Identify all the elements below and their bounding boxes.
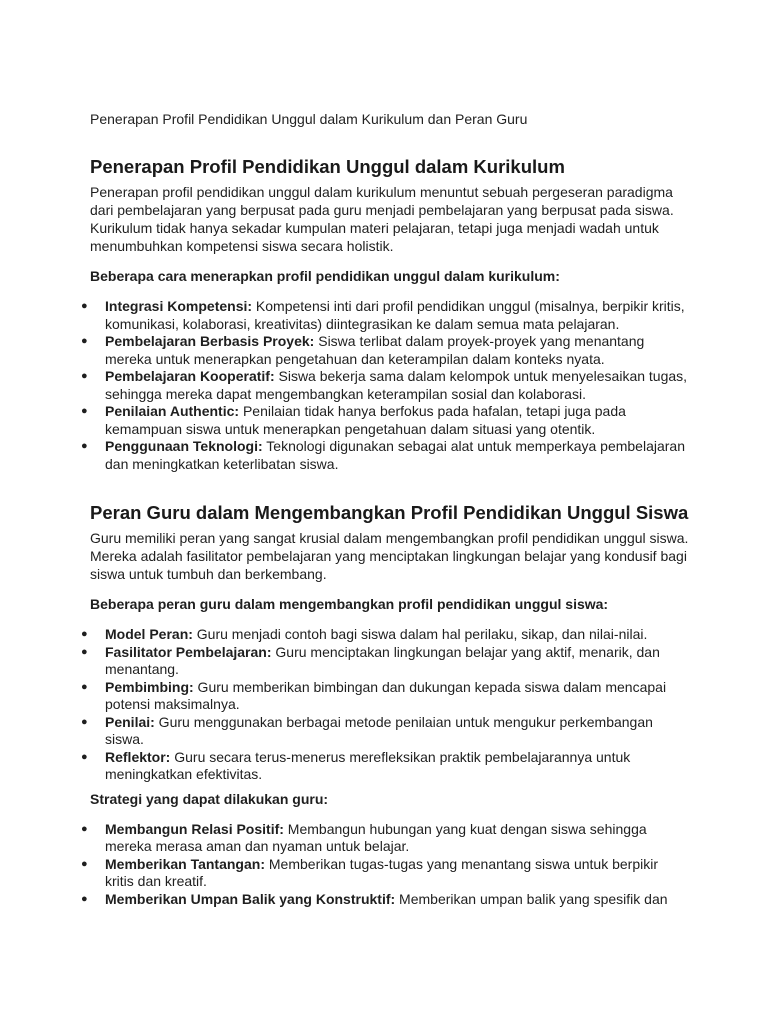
bullet-icon: ●: [81, 822, 88, 835]
list-item: [81, 890, 690, 909]
list-item: [81, 748, 690, 784]
list-item-text: Guru secara terus-menerus merefleksikan praktik pembelajarannya untuk meningkatkan efektivitas.: [105, 748, 631, 782]
list-item: [81, 403, 690, 438]
list-item-text: Guru menjadi contoh bagi siswa dalam hal perilaku, sikap, dan nilai-nilai.: [192, 626, 648, 642]
section-intro-curriculum: Penerapan profil pendidikan unggul dalam kurikulum menuntut sebuah pergeseran paradigma dari pembelajaran yang berpusat pada guru menjadi pembelajaran yang berpusat pada siswa. Kurikulum tidak hanya sekadar kumpulan materi pelajaran, tetapi juga menjadi wadah untuk menumbuhkan kompetensi siswa secara holistik.: [90, 184, 674, 254]
section-heading-teacher-role: Peran Guru dalam Mengembangkan Profil Pendidikan Unggul Siswa: [90, 502, 689, 523]
list-item: [81, 368, 690, 403]
list-item-text: Guru memberikan bimbingan dan dukungan kepada siswa dalam mencapai potensi maksimalnya.: [105, 678, 667, 712]
list-item-text: Siswa terlibat dalam proyek-proyek yang menantang mereka untuk menerapkan pengetahuan dan keterampilan dalam konteks nyata.: [105, 333, 645, 367]
bullet-list: [81, 820, 690, 909]
bullet-icon: ●: [81, 440, 88, 452]
section-heading-curriculum: Penerapan Profil Pendidikan Unggul dalam Kurikulum: [90, 156, 565, 177]
list-lead-curriculum: Beberapa cara menerapkan profil pendidikan unggul dalam kurikulum:: [90, 268, 560, 284]
bullet-icon: ●: [81, 628, 88, 640]
bullet-icon: ●: [81, 335, 88, 347]
list-item-term: Pembimbing:: [105, 678, 194, 695]
list-item-text: Guru menggunakan berbagai metode penilaian untuk mengukur perkembangan siswa.: [105, 713, 653, 747]
bullet-icon: ●: [81, 370, 88, 382]
document-title: Penerapan Profil Pendidikan Unggul dalam Kurikulum dan Peran Guru: [90, 111, 528, 127]
list-item-text: Penilaian tidak hanya berfokus pada hafalan, tetapi juga pada kemampuan siswa untuk menerapkan pengetahuan dalam situasi yang otentik.: [105, 403, 626, 437]
list-item-term: Penilai:: [105, 713, 155, 730]
list-item-term: Pembelajaran Berbasis Proyek:: [105, 333, 315, 349]
list-item-term: Memberikan Tantangan:: [105, 855, 265, 872]
bullet-icon: ●: [81, 405, 88, 417]
list-item-text: Membangun hubungan yang kuat dengan siswa sehingga mereka merasa aman dan nyaman untuk belajar.: [105, 820, 647, 854]
list-item-term: Model Peran:: [105, 626, 193, 642]
section-intro-teacher-role: Guru memiliki peran yang sangat krusial dalam mengembangkan profil pendidikan unggul siswa. Mereka adalah fasilitator pembelajaran yang menciptakan lingkungan belajar yang kondusif bagi siswa untuk tumbuh dan berkembang.: [90, 530, 689, 582]
list-item-term: Penilaian Authentic:: [105, 403, 240, 419]
list-item-text: Guru menciptakan lingkungan belajar yang aktif, menarik, dan menantang.: [105, 643, 660, 677]
bullet-list: [81, 298, 690, 473]
list-item-text: Kompetensi inti dari profil pendidikan unggul (misalnya, berpikir kritis, komunikasi, kolaborasi, kreativitas) diintegrasikan ke dalam semua mata pelajaran.: [105, 298, 685, 332]
list-item: [81, 678, 690, 714]
list-item-term: Memberikan Umpan Balik yang Konstruktif:: [105, 890, 396, 907]
bullet-icon: ●: [81, 750, 88, 763]
list-item-term: Pembelajaran Kooperatif:: [105, 368, 275, 384]
list-item-text: Teknologi digunakan sebagai alat untuk memperkaya pembelajaran dan meningkatkan keterlibatan siswa.: [105, 438, 685, 472]
bullet-icon: ●: [81, 857, 88, 870]
list-item-text: Memberikan tugas-tugas yang menantang siswa untuk berpikir kritis dan kreatif.: [105, 855, 658, 889]
bullet-icon: ●: [81, 892, 88, 905]
list-item: [81, 820, 690, 856]
bullet-icon: ●: [81, 680, 88, 693]
list-item-term: Integrasi Kompetensi:: [105, 298, 253, 314]
bullet-icon: ●: [81, 645, 88, 658]
list-item: [81, 626, 690, 644]
list-item-term: Membangun Relasi Positif:: [105, 820, 284, 837]
list-item: [81, 643, 690, 679]
list-lead-strategy: Strategi yang dapat dilakukan guru:: [90, 790, 329, 807]
list-item: [81, 855, 690, 891]
document-page: [81, 109, 690, 908]
list-lead-teacher-role: Beberapa peran guru dalam mengembangkan profil pendidikan unggul siswa:: [90, 596, 609, 612]
bullet-icon: ●: [81, 300, 88, 312]
bullet-list: [81, 626, 690, 784]
list-item: [81, 298, 690, 333]
bullet-icon: ●: [81, 715, 88, 728]
list-item-text: Siswa bekerja sama dalam kelompok untuk menyelesaikan tugas, sehingga mereka dapat mengembangkan keterampilan sosial dan kolaborasi.: [105, 368, 688, 402]
list-item-term: Reflektor:: [105, 748, 171, 765]
list-item: [81, 438, 690, 473]
list-item-term: Penggunaan Teknologi:: [105, 438, 263, 454]
list-item-text: Memberikan umpan balik yang spesifik dan: [395, 890, 668, 907]
list-item: [81, 713, 690, 749]
list-item-term: Fasilitator Pembelajaran:: [105, 643, 272, 660]
list-item: [81, 333, 690, 368]
